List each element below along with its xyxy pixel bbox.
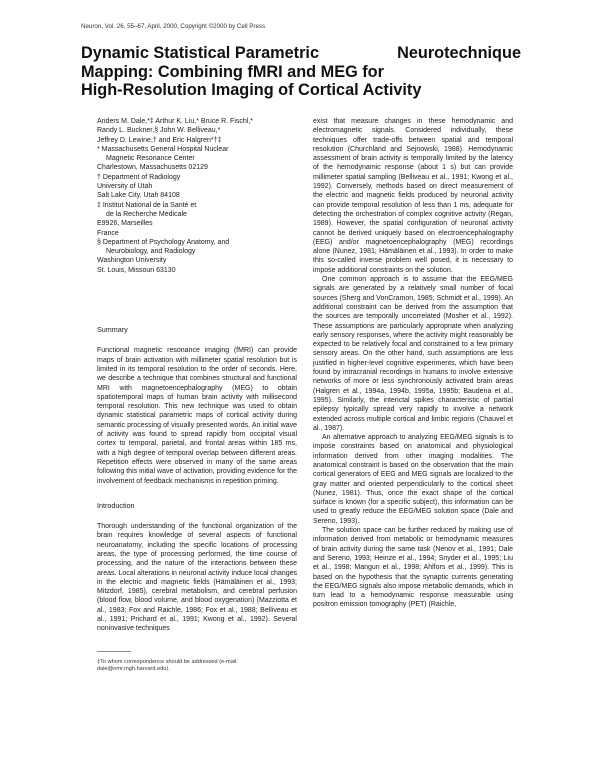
affiliation-line: Salt Lake City, Utah 84108: [97, 192, 180, 200]
affiliation-line: Neurobiology, and Radiology: [106, 248, 196, 256]
affiliation-line: E9926, Marseilles: [97, 220, 153, 228]
body-paragraph: exist that measure changes in these hemodynamic and electromagnetic signals. Considered individually, these techniques offer trade-offs between spatial and temporal resolution (Churchland and Sejnowski, 1988). Hemodynamic assessment of brain activity is temporally limited by the latency of the hemodynamic response (about 1 s) but can provide millimeter spatial sampling (Belliveau et al., 1991; Kwong et al., 1992). Conversely, methods based on direct measurement of the electric and magnetic fields produced by neuronal activity can provide temporal resolution of less than 1 ms, adequate for detecting the orchestration of complex cognitive activity (Regan, 1989). However, the spatial configuration of neuronal activity cannot be derived uniquely based on electroencephalography (EEG) and/or magnetoencephalography (MEG) recordings alone (Nunez, 1981; Hämäläinen et al., 1993). In order to make this so-called inverse problem well posed, it is necessary to impose additional constraints on the solution.: [313, 118, 513, 274]
body-paragraph: One common approach is to assume that the EEG/MEG signals are generated by a relatively small number of focal sources (Sherg and VonCramon, 1985; Schmidt et al., 1999). An additional constraint can be derived from the assumption that the sources are temporally uncorrelated (Mosher et al., 1992). These assumptions are particularly appropriate when analyzing early sensory responses, where the activity might reasonably be expected to be relatively focal and constrained to a few primary sensory areas. On the other hand, such assumptions are less justified in higher-level cognitive experiments, which have been found by intracranial recordings in humans to involve extensive networks of more or less synchronously activated brain areas (Halgren et al., 1994a, 1994b, 1995a, 1995b; Baudena et al., 1995). Similarly, the interictal spikes characteristic of partial epilepsy typically spread very rapidly to involve a network extended across multiple cortical and limbic regions (Chauvel et al., 1987).: [313, 276, 513, 432]
affiliation-line: † Department of Radiology: [97, 173, 181, 181]
introduction-heading: Introduction: [97, 500, 135, 510]
affiliation-line: France: [97, 229, 119, 237]
affiliations: [97, 145, 297, 275]
correspondence-footnote: [97, 651, 297, 673]
footnote-rule: [97, 651, 131, 652]
affiliation-line: ‡ Institut National de la Santé et: [97, 201, 197, 209]
article-type-label: Neurotechnique: [397, 44, 521, 62]
author-line: Jeffrey D. Lewine,† and Eric Halgren*†‡: [97, 136, 222, 144]
article-title: [81, 44, 521, 100]
title-line-2: Mapping: Combining fMRI and MEG for: [81, 62, 384, 81]
left-column: [97, 117, 297, 634]
affiliation-line: Magnetic Resonance Center: [106, 155, 195, 163]
affiliation-line: University of Utah: [97, 183, 153, 191]
footnote-text: ‡To whom correspondence should be addressed (e-mail: dale@nmr.mgh.harvard.edu).: [97, 659, 238, 673]
title-line-1: [81, 44, 521, 63]
affiliation-line: Charlestown, Massachusetts 02129: [97, 164, 208, 172]
right-column: [313, 117, 513, 610]
title-line-3: High-Resolution Imaging of Cortical Activity: [81, 81, 422, 99]
summary-text: Functional magnetic resonance imaging (fMRI) can provide maps of brain activation with millimeter spatial resolution but is limited in its temporal resolution to the order of seconds. Here, we describe a technique that combines structural and functional MRI with magnetoencephalography (MEG) to obtain spatiotemporal maps of human brain activity with millisecond temporal resolution. This new technique was used to obtain dynamic statistical parametric maps of cortical activity during semantic processing of visually presented words. An initial wave of activity was found to spread rapidly from occipital visual cortex to temporal, parietal, and frontal areas within 185 ms, with a high degree of temporal overlap between different areas. Repetition effects were observed in many of the same areas following this initial wave of activation, providing evidence for the involvement of feedback mechanisms in repetition priming.: [97, 347, 297, 485]
affiliation-line: St. Louis, Missouri 63130: [97, 266, 176, 274]
affiliation-line: * Massachusetts General Hospital Nuclear: [97, 145, 229, 153]
journal-citation: Neuron, Vol. 26, 55–67, April, 2000, Copyright ©2000 by Cell Press: [81, 23, 266, 30]
author-list: [97, 117, 297, 145]
affiliation-line: Washington University: [97, 257, 167, 265]
affiliation-line: § Department of Psychology Anatomy, and: [97, 238, 230, 246]
body-paragraph: An alternative approach to analyzing EEG/MEG signals is to impose constraints based on anatomical and physiological information derived from other imaging modalities. The anatomical constraint is based on the observation that the main cortical generators of EEG and MEG signals are localized to the gray matter and oriented perpendicularly to the cortical sheet (Nunez, 1981). Thus, once the exact shape of the cortical surface is known (for a specific subject), this information can be used to greatly reduce the EEG/MEG solution space (Dale and Sereno, 1993).: [313, 434, 513, 525]
author-line: Anders M. Dale,*‡ Arthur K. Liu,* Bruce R. Fischl,*: [97, 118, 254, 125]
affiliation-line: de la Recherche Medicale: [106, 210, 187, 218]
summary-heading: Summary: [97, 325, 128, 335]
body-paragraph: The solution space can be further reduced by making use of information derived from metabolic or hemodynamic measures of brain activity during the same task (Nenov et al., 1991; Dale and Sereno, 1993; Heinze et al., 1994; Snyder et al., 1995; Liu et al., 1998; Mangun et al., 1998; Ahlfors et al., 1999). This is based on the hypothesis that the synaptic currents generating the EEG/MEG signals also impose metabolic demands, which in turn lead to a hemodynamic response measurable using positron emission tomography (PET) (Raichle,: [313, 527, 513, 609]
author-line: Randy L. Buckner,§ John W. Belliveau,*: [97, 127, 221, 135]
title-line-1-text: Dynamic Statistical Parametric: [81, 44, 320, 62]
introduction-text: Thorough understanding of the functional organization of the brain requires knowledge of several aspects of functional neuroanatomy, including the specific locations of processing areas, the type of processing performed, the time course of processing, and the nature of the interactions between these areas. Local alterations in neuronal activity induce local changes in the electric and magnetic fields (Hämäläinen et al., 1993; Mitzdorf, 1985), cerebral metabolism, and cerebral perfusion (blood flow, blood volume, and blood oxygenation) (Mazziotta et al., 1983; Fox and Raichle, 1986; Fox et al., 1988; Belliveau et al., 1991; Prichard et al., 1991; Kwong et al., 1992). Several noninvasive techniques: [97, 523, 297, 633]
